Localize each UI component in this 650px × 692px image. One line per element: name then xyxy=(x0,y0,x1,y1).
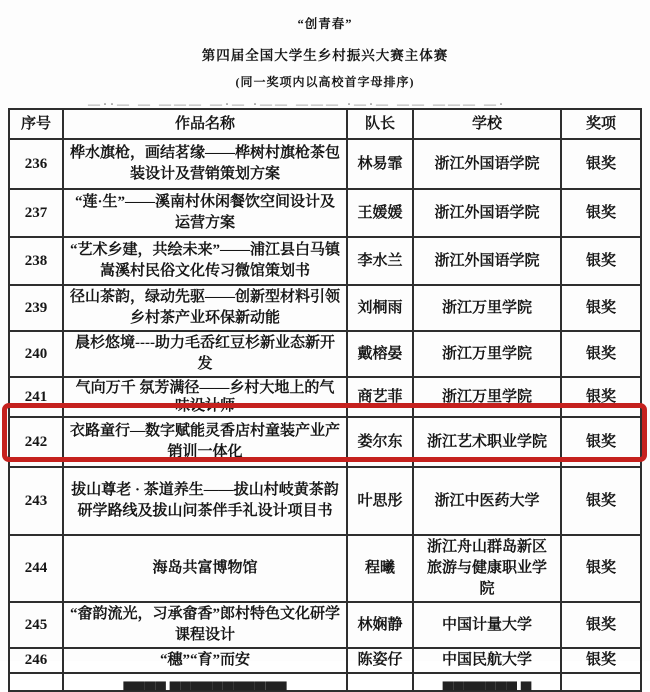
cell-award: 银奖 xyxy=(561,467,641,535)
cell-work-title: 衣路童行—数字赋能灵香店村童装产业产销训一体化 xyxy=(63,417,347,467)
cell-seq-number: 243 xyxy=(9,467,63,535)
cell-award: 银奖 xyxy=(561,535,641,602)
cell-seq-number: 244 xyxy=(9,535,63,602)
cell-award: 银奖 xyxy=(561,602,641,648)
cell-seq-number: 236 xyxy=(9,139,63,189)
cell-team-leader: 陈姿仔 xyxy=(347,648,413,673)
cell-team-leader: 李水兰 xyxy=(347,237,413,285)
table-row xyxy=(9,535,641,602)
table-header-row xyxy=(9,109,641,139)
cell-team-leader: 程曦 xyxy=(347,535,413,602)
table-row xyxy=(9,467,641,535)
cell-work-title: ▄▄▄▄ ▄▄▄▄▄▄▄▄▄▄▄ xyxy=(63,673,347,691)
cell-award: 银奖 xyxy=(561,331,641,377)
sorting-note: (同一奖项内以高校首字母排序) xyxy=(235,75,415,89)
awards-table xyxy=(8,108,642,692)
cell-school: 浙江中医药大学 xyxy=(413,467,561,535)
cell-team-leader: 娄尔东 xyxy=(347,417,413,467)
cell-school: 浙江外国语学院 xyxy=(413,139,561,189)
cell-work-title: “莲·生”——溪南村休闲餐饮空间设计及运营方案 xyxy=(63,189,347,237)
cell-work-title: 海岛共富博物馆 xyxy=(63,535,347,602)
cell-seq-number: 241 xyxy=(9,377,63,417)
table-row xyxy=(9,602,641,648)
table-row xyxy=(9,377,641,417)
cell-seq-number: 239 xyxy=(9,285,63,331)
table-row xyxy=(9,237,641,285)
cell-school: ▄▄▄▄▄▄▄ ▄ xyxy=(413,673,561,691)
cell-award: 银奖 xyxy=(561,139,641,189)
cell-team-leader: 商艺菲 xyxy=(347,377,413,417)
column-header: 学校 xyxy=(413,109,561,139)
cell-team-leader: 林娴静 xyxy=(347,602,413,648)
cell-work-title: 拔山尊老 · 茶道养生——拔山村岐黄茶韵研学路线及拔山问茶伴手礼设计项目书 xyxy=(63,467,347,535)
cell-seq-number: 237 xyxy=(9,189,63,237)
cell-team-leader: 戴榕晏 xyxy=(347,331,413,377)
clipped-previous-row-text: —··— — ——— —·— ·—— ——— ·—·— —— ——— —· xyxy=(88,97,507,111)
cell-award xyxy=(561,673,641,691)
cell-school: 浙江万里学院 xyxy=(413,331,561,377)
cell-work-title: 径山茶韵，绿动先驱——创新型材料引领乡村茶产业环保新动能 xyxy=(63,285,347,331)
table-row-clipped xyxy=(9,673,641,691)
cell-seq-number xyxy=(9,673,63,691)
column-header: 作品名称 xyxy=(63,109,347,139)
competition-name: “创青春” xyxy=(297,17,353,31)
cell-school: 浙江艺术职业学院 xyxy=(413,417,561,467)
cell-seq-number: 246 xyxy=(9,648,63,673)
cell-seq-number: 245 xyxy=(9,602,63,648)
column-header: 序号 xyxy=(9,109,63,139)
column-header: 奖项 xyxy=(561,109,641,139)
cell-award: 银奖 xyxy=(561,648,641,673)
cell-school: 中国计量大学 xyxy=(413,602,561,648)
cell-work-title: “穗”“育”而安 xyxy=(63,648,347,673)
table-row xyxy=(9,285,641,331)
cell-school: 浙江万里学院 xyxy=(413,377,561,417)
cell-award: 银奖 xyxy=(561,189,641,237)
table-row-highlighted xyxy=(9,417,641,467)
cell-team-leader: 王媛媛 xyxy=(347,189,413,237)
column-header: 队长 xyxy=(347,109,413,139)
cell-award: 银奖 xyxy=(561,285,641,331)
cell-work-title: 桦水旗枪，画结茗缘——桦树村旗枪茶包装设计及营销策划方案 xyxy=(63,139,347,189)
table-row xyxy=(9,648,641,673)
table-row xyxy=(9,331,641,377)
cell-school: 中国民航大学 xyxy=(413,648,561,673)
cell-work-title: 气向万千 氛芳满径——乡村大地上的气味设计师 xyxy=(63,377,347,417)
cell-work-title: “艺术乡建，共绘未来”——浦江县白马镇嵩溪村民俗文化传习微馆策划书 xyxy=(63,237,347,285)
cell-seq-number: 242 xyxy=(9,417,63,467)
cell-seq-number: 240 xyxy=(9,331,63,377)
table-row xyxy=(9,189,641,237)
cell-award: 银奖 xyxy=(561,377,641,417)
table-row xyxy=(9,139,641,189)
cell-team-leader: 林易霏 xyxy=(347,139,413,189)
cell-team-leader: 叶思彤 xyxy=(347,467,413,535)
cell-school: 浙江万里学院 xyxy=(413,285,561,331)
cell-award: 银奖 xyxy=(561,237,641,285)
cell-work-title: 晨杉悠境----助力毛岙红豆杉新业态新开发 xyxy=(63,331,347,377)
page-title: 第四届全国大学生乡村振兴大赛主体赛 xyxy=(201,48,449,63)
cell-team-leader xyxy=(347,673,413,691)
cell-school: 浙江外国语学院 xyxy=(413,237,561,285)
cell-school: 浙江外国语学院 xyxy=(413,189,561,237)
cell-seq-number: 238 xyxy=(9,237,63,285)
cell-work-title: “畲韵流光，习承畲香”郎村特色文化研学课程设计 xyxy=(63,602,347,648)
cell-award: 银奖 xyxy=(561,417,641,467)
cell-school: 浙江舟山群岛新区旅游与健康职业学院 xyxy=(413,535,561,602)
cell-team-leader: 刘桐雨 xyxy=(347,285,413,331)
